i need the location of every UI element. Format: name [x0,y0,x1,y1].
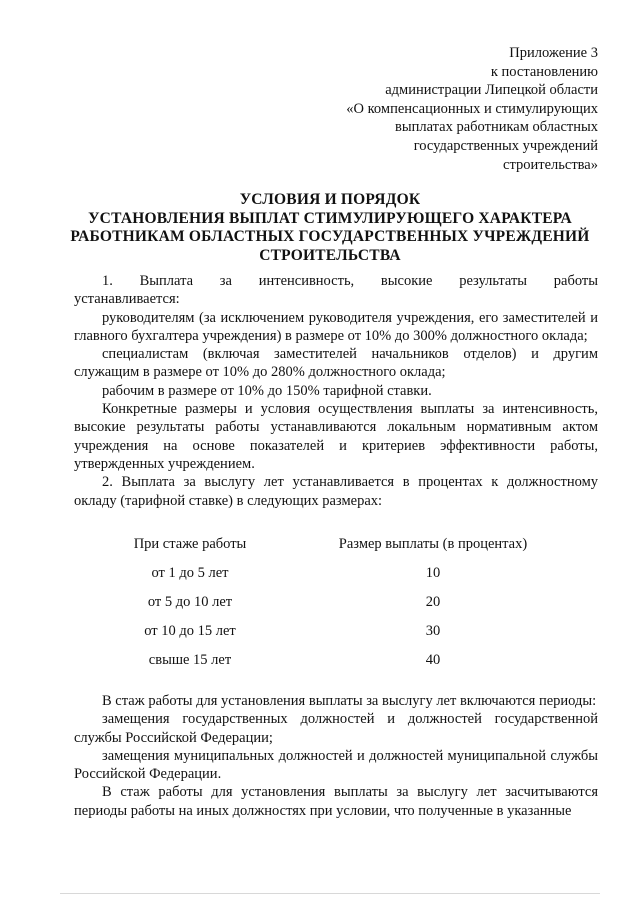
annex-header [346,44,598,174]
column-header-rate: Размер выплаты (в процентах) [338,536,528,552]
rate-cell: 40 [425,652,441,668]
table-row [74,652,598,681]
document-title [60,191,600,265]
title-line: СТРОИТЕЛЬСТВА [259,246,401,264]
rate-cell: 10 [425,565,441,581]
annex-line: Приложение 3 [509,45,598,61]
paragraph-municipal-service: замещения муниципальных должностей и должностей муниципальной службы Российской Федерации. [74,747,598,783]
title-line: РАБОТНИКАМ ОБЛАСТНЫХ ГОСУДАРСТВЕННЫХ УЧРЕЖДЕНИЙ [70,228,590,245]
period-cell: от 1 до 5 лет [151,565,229,581]
paragraph-counted-periods: В стаж работы для установления выплаты за выслугу лет засчитываются периоды работы на иных должностях при условии, что полученные в указанные [74,784,598,819]
section-1-intro: 1. Выплата за интенсивность, высокие результаты работы [102,273,598,289]
seniority-rules [74,692,598,820]
rate-cell: 30 [425,623,441,639]
annex-line: администрации Липецкой области [385,82,598,99]
paragraph-state-service: замещения государственных должностей и должностей государственной службы Российской Федерации; [74,711,598,746]
rate-cell: 20 [425,594,441,610]
annex-line: строительства» [503,156,598,173]
column-header-period: При стаже работы [133,536,247,552]
paragraph-conditions: Конкретные размеры и условия осуществления выплаты за интенсивность, высокие результаты работы устанавливаются локальным нормативным актом учреждения на основе показателей и критериев эффективности работы, утвержденных учреждением. [74,401,598,472]
title-line: УСЛОВИЯ И ПОРЯДОК [239,191,421,208]
section-1 [74,272,598,510]
section-1-intro-cont: устанавливается: [74,291,180,308]
table-row [74,594,598,623]
annex-line: государственных учреждений [413,137,598,154]
table-row [74,623,598,652]
seniority-table [74,536,598,681]
paragraph-managers: руководителям (за исключением руководителя учреждения, его заместителей и главного бухгалтера учреждения) в размере от 10% до 300% должностного оклада; [74,309,598,344]
table-header-row [74,536,598,565]
section-2-intro: 2. Выплата за выслугу лет устанавливается в процентах к должностному окладу (тарифной ставке) в следующих размерах: [74,474,598,509]
period-cell: от 5 до 10 лет [147,594,233,610]
period-cell: свыше 15 лет [148,652,232,668]
annex-line: к постановлению [490,63,598,80]
paragraph-specialists: специалистам (включая заместителей начальников отделов) и другим служащим в размере от 10% до 280% должностного оклада; [74,346,598,381]
table-row [74,565,598,594]
annex-line: выплатах работникам областных [395,119,598,136]
page-bottom-rule [60,893,600,894]
period-cell: от 10 до 15 лет [144,623,236,639]
paragraph-included-intro: В стаж работы для установления выплаты за выслугу лет включаются периоды: [102,693,597,709]
annex-line: «О компенсационных и стимулирующих [346,100,598,117]
title-line: УСТАНОВЛЕНИЯ ВЫПЛАТ СТИМУЛИРУЮЩЕГО ХАРАКТЕРА [88,209,572,227]
paragraph-workers: рабочим в размере от 10% до 150% тарифной ставки. [102,382,432,399]
